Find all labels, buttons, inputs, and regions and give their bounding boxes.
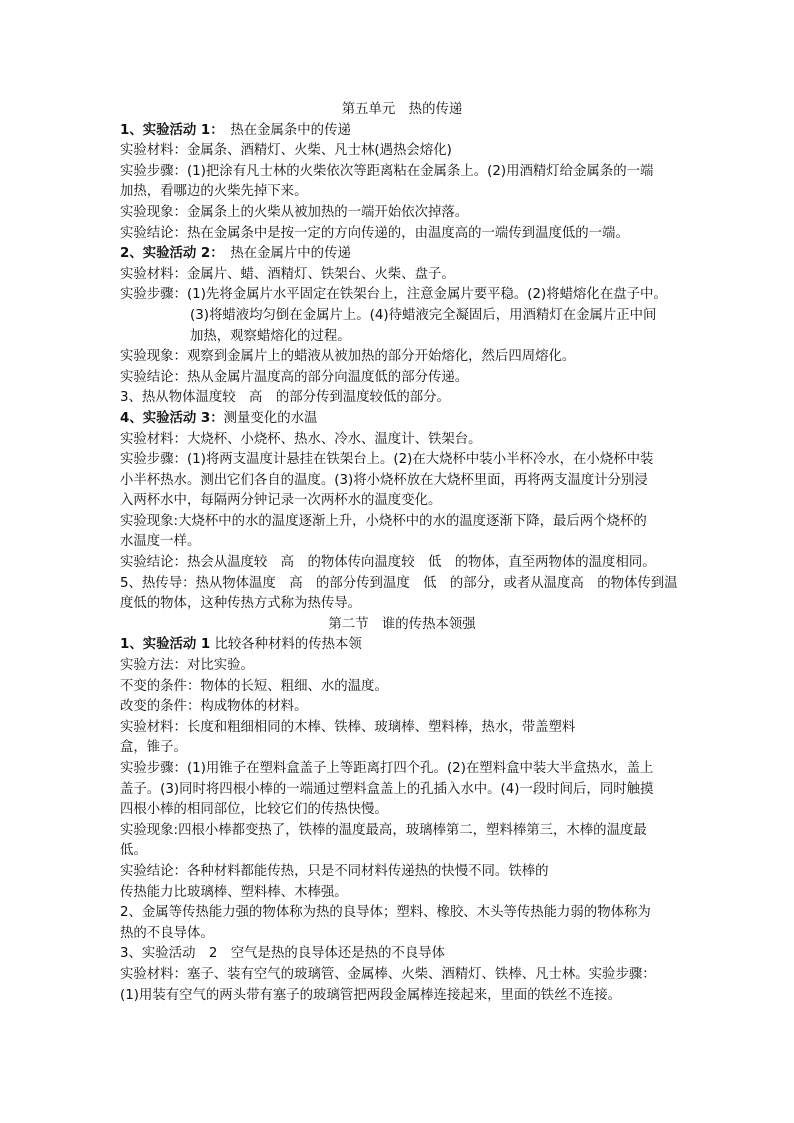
activity-2-conclusion: 实验结论：热从金属片温度高的部分向温度低的部分传递。 (120, 369, 469, 385)
section-activity-2-material: 实验材料：塞子、装有空气的玻璃管、金属棒、火柴、酒精灯、铁棒、凡士林。实验步骤： (120, 966, 656, 982)
activity-3-steps-line-2: 小半杯热水。测出它们各自的温度。(3)将小烧杯放在大烧杯里面，再将两支温度计分别浸 (120, 472, 648, 488)
section-activity-1-method: 实验方法：对比实验。 (120, 658, 254, 674)
activity-3-steps-line-1: 实验步骤：(1)将两支温度计悬挂在铁架台上。(2)在大烧杯中装小半杯冷水，在小烧杯中装 (120, 452, 654, 468)
activity-1-material: 实验材料：金属条、酒精灯、火柴、凡士林(遇热会熔化) (120, 143, 452, 159)
activity-1-number: 1、实验活动 1： (120, 122, 217, 138)
section-activity-1-constant: 不变的条件：物体的长短、粗细、水的温度。 (120, 678, 388, 694)
activity-3-number: 4、实验活动 3： (120, 410, 224, 426)
activity-3-phenomenon-line-2: 水温度一样。 (120, 534, 201, 550)
section-activity-1-conclusion-line-2: 传热能力比玻璃棒、塑料棒、木棒强。 (120, 884, 348, 900)
activity-1-heading (120, 121, 684, 142)
activity-3-phenomenon-line-1: 实验现象:大烧杯中的水的温度逐渐上升，小烧杯中的水的温度逐渐下降，最后两个烧杯的 (120, 513, 647, 529)
activity-2-heading (120, 244, 684, 265)
activity-2-number: 2、实验活动 2： (120, 246, 217, 262)
section-activity-1-material-line-2: 盒，锥子。 (120, 740, 187, 756)
point-3: 3、热从物体温度较 高 的部分传到温度较低的部分。 (120, 390, 450, 406)
section-activity-2-steps: (1)用装有空气的两头带有塞子的玻璃管把两段金属棒连接起来，里面的铁丝不连接。 (120, 987, 622, 1003)
activity-2-steps-line-3: 加热，观察蜡熔化的过程。 (190, 328, 351, 344)
activity-2-phenomenon: 实验现象：观察到金属片上的蜡液从被加热的部分开始熔化，然后四周熔化。 (120, 349, 576, 365)
section-activity-1-number: 1、实验活动 1 (120, 637, 211, 653)
section-activity-1-title: 比较各种材料的传热本领 (210, 637, 362, 653)
activity-1-steps-line-1: 实验步骤：(1)把涂有凡士林的火柴依次等距离粘在金属条上。(2)用酒精灯给金属条的一端 (120, 163, 654, 179)
point-5-line-1: 5、热传导：热从物体温度 高 的部分传到温度 低 的部分，或者从温度高 的物体传到温 (120, 575, 678, 591)
activity-3-title: 测量变化的水温 (223, 410, 318, 426)
section-activity-1-heading (120, 635, 684, 656)
section-activity-2-heading: 3、实验活动 2 空气是热的良导体还是热的不良导体 (120, 946, 446, 962)
section-activity-1-phenomenon-line-2: 低。 (120, 843, 147, 859)
activity-1-conclusion: 实验结论：热在金属条中是按一定的方向传递的，由温度高的一端传到温度低的一端。 (120, 225, 629, 241)
activity-3-steps-line-3: 入两杯水中，每隔两分钟记录一次两杯水的温度变化。 (120, 493, 442, 509)
activity-3-heading (120, 409, 684, 430)
activity-2-steps-line-2: (3)将蜡液均匀倒在金属片上。(4)待蜡液完全凝固后，用酒精灯在金属片正中间 (190, 307, 657, 323)
section-activity-1-steps-line-1: 实验步骤：(1)用锥子在塑料盒盖子上等距离打四个孔。(2)在塑料盒中装大半盒热水，盖上 (120, 761, 654, 776)
section-title: 第二节 谁的传热本领强 (328, 616, 476, 632)
activity-2-steps-line-1: 实验步骤：(1)先将金属片水平固定在铁架台上，注意金属片要平稳。(2)将蜡熔化在盘子中。 (120, 287, 667, 303)
point-5-line-2: 度低的物体，这种传热方式称为热传导。 (120, 596, 362, 612)
activity-3-material: 实验材料：大烧杯、小烧杯、热水、冷水、温度计、铁架台。 (120, 431, 482, 447)
activity-1-title: 热在金属条中的传递 (216, 122, 351, 138)
section-activity-1-changed: 改变的条件：构成物体的材料。 (120, 699, 308, 715)
unit-title: 第五单元 热的传递 (341, 102, 463, 117)
section-activity-1-material-line-1: 实验材料：长度和粗细相同的木棒、铁棒、玻璃棒、塑料棒，热水，带盖塑料 (120, 719, 576, 735)
section-activity-1-conclusion-line-1: 实验结论：各种材料都能传热，只是不同材料传递热的快慢不同。铁棒的 (120, 863, 549, 879)
section-activity-1-steps-line-2: 盖子。(3)同时将四根小棒的一端通过塑料盒盖上的孔插入水中。(4)一段时间后，同时触摸 (120, 781, 654, 797)
activity-2-material: 实验材料：金属片、蜡、酒精灯、铁架台、火柴、盘子。 (120, 266, 455, 282)
section-activity-1-phenomenon-line-1: 实验现象:四根小棒都变热了，铁棒的温度最高，玻璃棒第二，塑料棒第三，木棒的温度最 (120, 822, 647, 838)
activity-2-title: 热在金属片中的传递 (216, 246, 351, 262)
activity-3-conclusion: 实验结论：热会从温度较 高 的物体传向温度较 低 的物体，直至两物体的温度相同。 (120, 555, 656, 571)
activity-1-phenomenon: 实验现象：金属条上的火柴从被加热的一端开始依次掉落。 (120, 204, 469, 220)
section-point-2-line-2: 热的不良导体。 (120, 925, 214, 941)
activity-1-steps-line-2: 加热，看哪边的火柴先掉下来。 (120, 184, 308, 200)
section-point-2-line-1: 2、金属等传热能力强的物体称为热的良导体；塑料、橡胶、木头等传热能力弱的物体称为 (120, 905, 651, 921)
section-activity-1-steps-line-3: 四根小棒的相同部位，比较它们的传热快慢。 (120, 802, 388, 818)
